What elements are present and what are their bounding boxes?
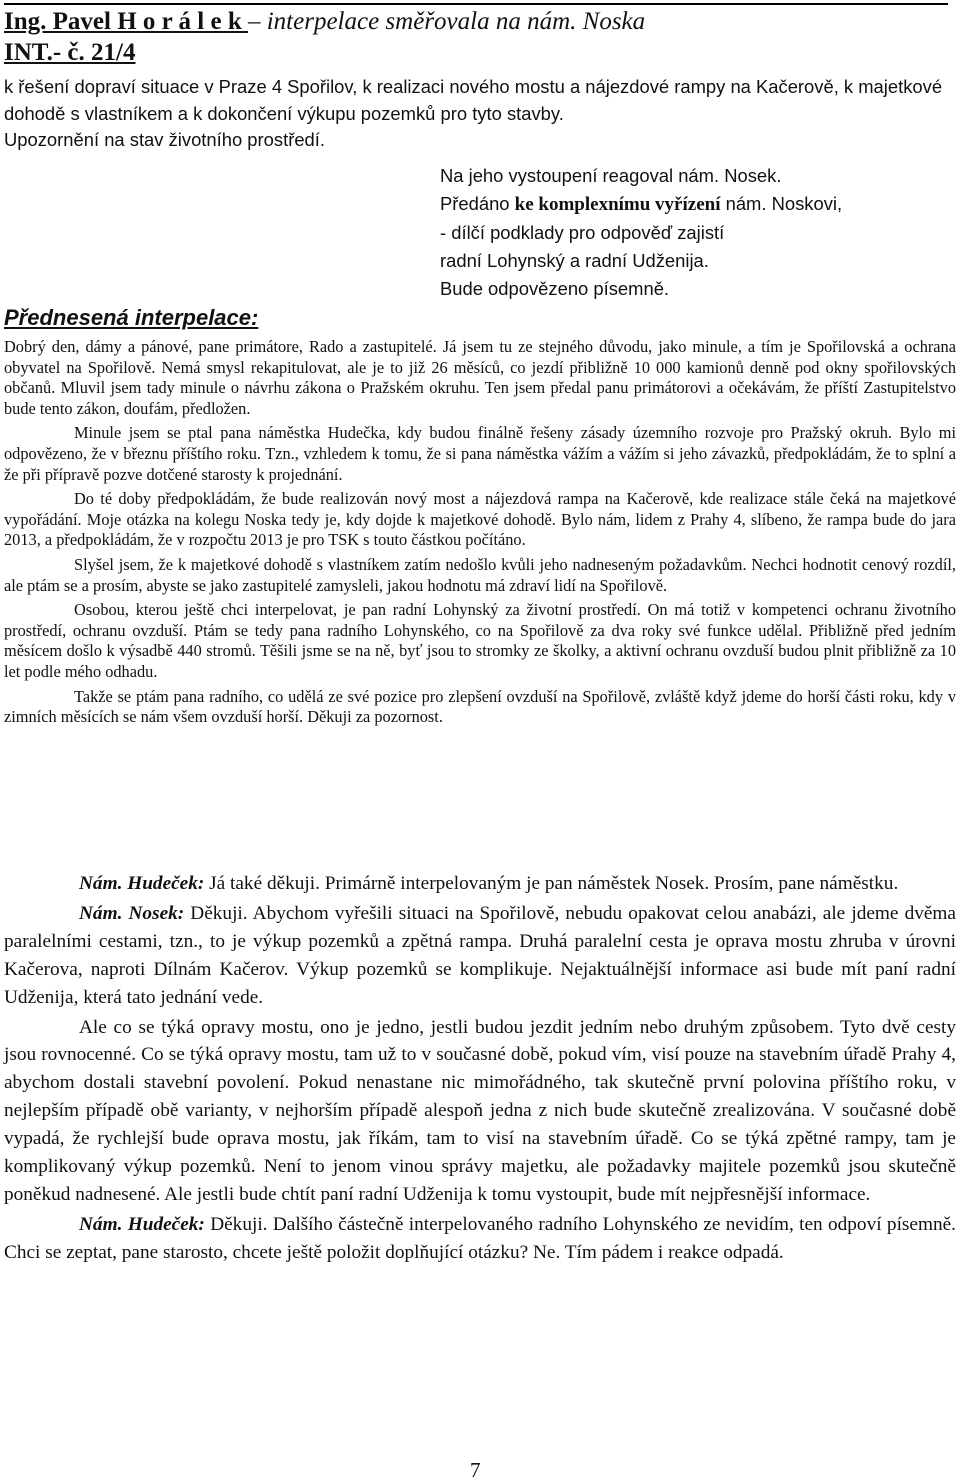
response-reacted: Na jeho vystoupení reagoval nám. Nosek. xyxy=(440,165,782,186)
dialog-text: Děkuji. Abychom vyřešili situaci na Spořilově, nebudu opakovat celou anabázi, ale jdeme dvěma paralelními cestami, tzn., to je výkup pozemků a zpětná rampa. Druhá paralelní cesta je oprava mostu zhruba v úrovni Kačerova, naproti Dílnám Kačerov. Výkup pozemků se komplikuje. Nejaktuálnější informace asi bude mít paní radní Udženija, která tato jednání vede. xyxy=(4,902,956,1008)
speaker-label: Nám. Hudeček: xyxy=(79,1213,205,1235)
response-block xyxy=(440,162,955,303)
page-number: 7 xyxy=(470,1458,481,1482)
speech-paragraph: Do té doby předpokládám, že bude realizován nový most a nájezdová rampa na Kačerově, kde realizace stále čeká na majetkové vypořádání. Moje otázka na kolegu Noska tedy je, kdy dojde k majetkové dohodě. Bylo nám, lidem z Prahy 4, slíbeno, že rampa bude do jara 2013, a předpokládám, že v rozpočtu 2013 je pro TSK s touto částkou počítáno. xyxy=(4,489,956,550)
speech-paragraph: Slyšel jsem, že k majetkové dohodě s vlastníkem zatím nedošlo kvůli jeho nadneseným požadavkům. Nechci hodnotit cenový rozdíl, ale ptám se a prosím, abyste se jako zastupitelé zamysleli, jakou hodnotu má zdraví lidí na Spořilově. xyxy=(4,554,956,595)
section-heading: Přednesená interpelace: xyxy=(4,305,259,330)
dialog-paragraph xyxy=(4,1211,956,1267)
interpellant-name: Ing. Pavel H o r á l e k xyxy=(4,8,248,35)
header-line xyxy=(4,6,948,37)
response-assigned xyxy=(440,190,955,219)
top-rule xyxy=(4,3,948,5)
dialog-paragraph xyxy=(4,870,956,898)
interpellation-speech xyxy=(4,337,956,732)
interpellation-number: INT.- č. 21/4 xyxy=(4,39,136,66)
subject-text: k řešení dopraví situace v Praze 4 Spořilov, k realizaci nového mostu a nájezdové rampy na Kačerově, k majetkové dohodě s vlastníkem a k dokončení výkupu pozemků pro tyto stavby. xyxy=(4,76,943,124)
response-documents: - dílčí podklady pro odpověď zajistí xyxy=(440,222,725,243)
speech-paragraph: Minule jsem se ptal pana náměstka Hudečka, kdy budou finálně řešeny zásady územního rozvoje pro Pražský okruh. Bylo mi odpovězeno, že v březnu příštího roku. Tzn., vzhledem k tomu, že si pana náměstka vážím a vážím si jeho závazků, předpokládám, že to splní a že při přípravě pozve dotčené starosty k projednání. xyxy=(4,423,956,484)
interpellation-subject xyxy=(4,74,954,154)
response-councillors: radní Lohynský a radní Udženija. xyxy=(440,250,709,271)
header-directed-to: interpelace směřovala na nám. Noska xyxy=(260,8,646,35)
speech-paragraph: Dobrý den, dámy a pánové, pane primátore, Rado a zastupitelé. Já jsem tu ze stejného důvodu, jako minule, a tím je Spořilovská a ochrana obyvatel na Spořilově. Nemá smysl rekapitulovat, ale je to již 26 měsíců, co jezdí přibližně 10 000 kamionů denně pod okny spořilovských občanů. Mluvil jsem tady minule o návrhu zákona o Pražském okruhu. Ten jsem předal panu primátorovi a očekávám, že příští Zastupitelstvo bude tento zákon, doufám, předložen. xyxy=(4,337,956,418)
interpellation-header xyxy=(4,6,948,68)
subject-note: Upozornění na stav životního prostředí. xyxy=(4,129,325,150)
assigned-type: ke komplexnímu vyřízení xyxy=(514,194,721,215)
speaker-label: Nám. Hudeček: xyxy=(79,873,205,894)
dialog-text: Já také děkuji. Primárně interpelovaným je pan náměstek Nosek. Prosím, pane náměstku. xyxy=(204,873,899,894)
dialog-paragraph xyxy=(4,1014,956,1209)
assigned-prefix: Předáno xyxy=(440,193,515,214)
discussion xyxy=(4,870,956,1269)
speech-paragraph: Takže se ptám pana radního, co udělá ze své pozice pro zlepšení ovzduší na Spořilově, zvláště když jdeme do horší části roku, kdy v zimních měsících se nám všem ovzduší horší. Děkuji za pozornost. xyxy=(4,686,956,727)
header-dash: – xyxy=(247,8,261,35)
speaker-label: Nám. Nosek: xyxy=(79,902,185,924)
dialog-text: Ale co se týká opravy mostu, ono je jedno, jestli budou jezdit jedním nebo druhým způsobem. Tyto dvě cesty jsou rovnocenné. Co se týká opravy mostu, tam už to v současné době, pokud vím, visí pouze na stavebním úřadě Prahy 4, abychom dostali stavební povolení. Pokud nenastane nic mimořádného, tak skutečně první polovina příštího roku, v nejlepším případě obě varianty, v nejhorším případě alespoň jedna z nich bude skutečně zrealizována. V současné době vypadá, že rychlejší bude oprava mostu, jak říkám, tam to visí na stavebním úřadě. Co se týká zpětné rampy, tam je komplikovaný výkup pozemků. Není to jenom vinou správy majetku, ale požadavky majitele pozemků jsou skutečně poněkud nadnesené. Ale jestli bude chtít paní radní Udženija k tomu vystoupit, bude mít nejpřesnější informace. xyxy=(4,1016,956,1205)
dialog-text: Děkuji. Dalšího částečně interpelovaného radního Lohynského ze nevidím, ten odpoví písemně. Chci se zeptat, pane starosto, chcete ještě položit doplňující otázku? Ne. Tím pádem i reakce odpadá. xyxy=(4,1213,956,1263)
response-written: Bude odpovězeno písemně. xyxy=(440,278,670,299)
speech-paragraph: Osobou, kterou ještě chci interpelovat, je pan radní Lohynský za životní prostředí. On má totiž v kompetenci ochranu životního prostředí, ochranu ovzduší. Ptám se tedy pana radního Lohynského, co na Spořilově za dva roky své funkce udělal. Přibližně před jedním měsícem došlo k výsadbě 440 stromů. Těšili jsme se na ně, byť jsou to stromky ze školky, a aktivní ochranu ovzduší budou plnit přibližně za 10 let podle mého odhadu. xyxy=(4,600,956,681)
assigned-to: nám. Noskovi, xyxy=(720,193,843,214)
dialog-paragraph xyxy=(4,900,956,1012)
